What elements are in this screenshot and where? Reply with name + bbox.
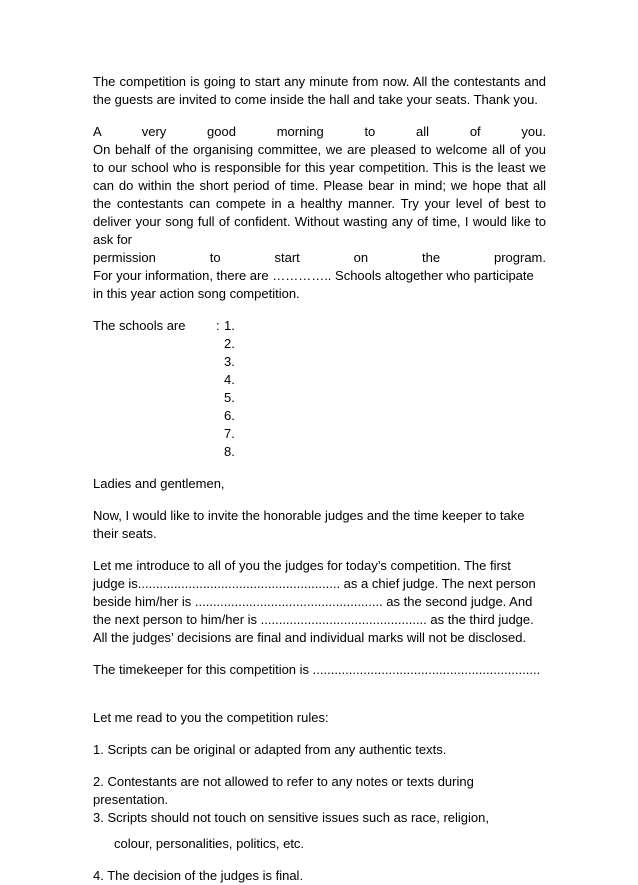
schools-label: The schools are	[93, 318, 186, 333]
list-item: 4.	[224, 372, 235, 387]
schools-list	[224, 317, 235, 461]
list-item: 8.	[224, 444, 235, 459]
rules-intro: Let me read to you the competition rules:	[93, 710, 329, 725]
timekeeper-line: The timekeeper for this competition is ...............................................................	[93, 662, 541, 677]
invite-judges-paragraph: Now, I would like to invite the honorable judges and the time keeper to take their seats.	[93, 508, 525, 541]
introduce-judges-paragraph: Let me introduce to all of you the judges for today’s competition. The first judge is........................................................ as a chief judge. The next person beside him/her is .................................................... as the second judge. And the next person to him/her is .............................................. as the third judge. All the judges’ decisions are final and individual marks will not be disclosed.	[93, 558, 536, 645]
rule-4: 4. The decision of the judges is final.	[93, 868, 304, 883]
list-item: 1.	[224, 318, 235, 333]
schools-colon: :	[216, 318, 220, 333]
list-item: 5.	[224, 390, 235, 405]
list-item: 2.	[224, 336, 235, 351]
document-page	[93, 0, 546, 885]
ladies-and-gentlemen: Ladies and gentlemen,	[93, 476, 225, 491]
rule-2: 2. Contestants are not allowed to refer to any notes or texts during presentation.	[93, 774, 474, 807]
schools-list-block	[93, 317, 546, 461]
welcome-paragraph: On behalf of the organising committee, we are pleased to welcome all of you to our school who is responsible for this year competition. This is the least we can do within the short period of time. Please bear in mind; we hope that all the contestants can compete in a healthy manner. Try your level of best to deliver your song full of confident. Without wasting any of time, I would like to ask for	[93, 142, 546, 247]
rule-3: 3. Scripts should not touch on sensitive issues such as race, religion,	[93, 810, 489, 825]
info-paragraph: For your information, there are ………….. Schools altogether who participate in this year action song competition.	[93, 268, 534, 301]
list-item: 6.	[224, 408, 235, 423]
rule-1: 1. Scripts can be original or adapted from any authentic texts.	[93, 742, 447, 757]
permission-line: permission to start on the program.	[93, 250, 546, 265]
rule-3-continued: colour, personalities, politics, etc.	[114, 836, 305, 851]
announcement-paragraph: The competition is going to start any minute from now. All the contestants and the guests are invited to come inside the hall and take your seats. Thank you.	[93, 74, 546, 107]
greeting-line: A very good morning to all of you.	[93, 124, 546, 139]
list-item: 3.	[224, 354, 235, 369]
list-item: 7.	[224, 426, 235, 441]
